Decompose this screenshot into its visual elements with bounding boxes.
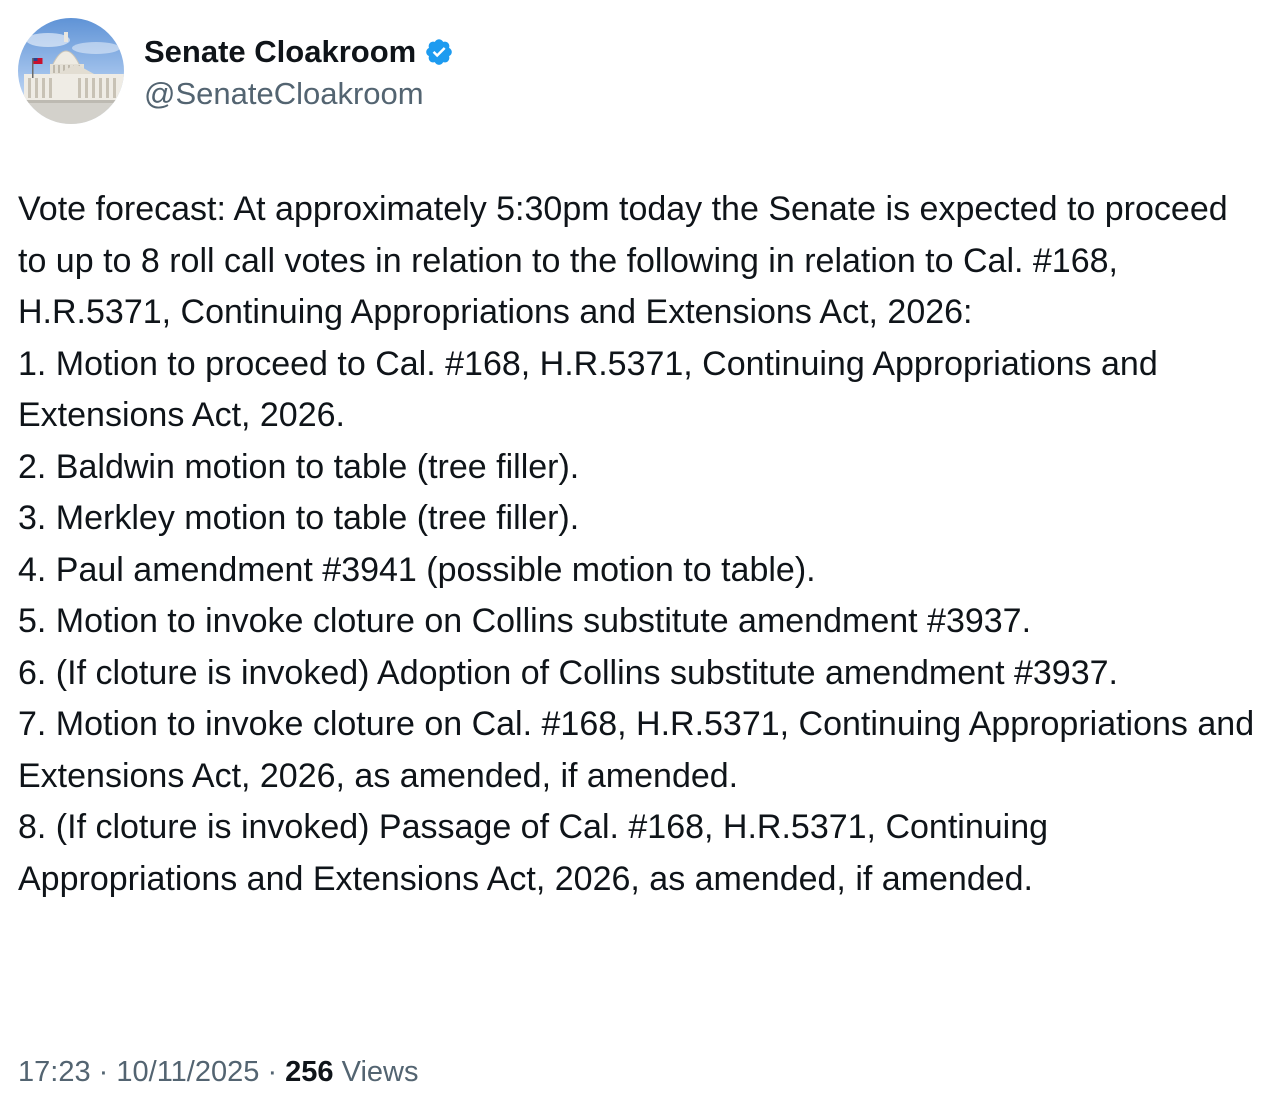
name-row bbox=[144, 30, 454, 74]
tweet-date[interactable]: 10/11/2025 bbox=[116, 1056, 260, 1088]
list-item: 7. Motion to invoke cloture on Cal. #168, H.R.5371, Continuing Appropriations and Extensions Act, 2026, as amended, if amended. bbox=[18, 705, 1255, 795]
list-item: 3. Merkley motion to table (tree filler). bbox=[18, 499, 580, 537]
meta-separator: · bbox=[267, 1056, 278, 1088]
author-handle[interactable]: @SenateCloakroom bbox=[144, 76, 424, 111]
capitol-building-avatar bbox=[18, 18, 124, 124]
tweet-header bbox=[18, 18, 454, 124]
author-avatar[interactable] bbox=[18, 18, 124, 124]
list-item: 6. (If cloture is invoked) Adoption of Collins substitute amendment #3937. bbox=[18, 653, 1118, 692]
tweet-text bbox=[18, 184, 1258, 905]
list-item: 8. (If cloture is invoked) Passage of Cal. #168, H.R.5371, Continuing Appropriations and Extensions Act, 2026, as amended, if amended. bbox=[18, 808, 1049, 898]
list-item: 2. Baldwin motion to table (tree filler). bbox=[18, 447, 580, 486]
verified-badge-icon[interactable] bbox=[424, 37, 454, 67]
author-identity bbox=[144, 30, 454, 112]
list-item: 1. Motion to proceed to Cal. #168, H.R.5371, Continuing Appropriations and Extensions Act, 2026. bbox=[18, 344, 1158, 434]
list-item: 4. Paul amendment #3941 (possible motion to table). bbox=[18, 550, 816, 589]
views-count[interactable]: 256 bbox=[285, 1056, 334, 1088]
tweet-intro: Vote forecast: At approximately 5:30pm today the Senate is expected to proceed to up to 8 roll call votes in relation to the following in relation to Cal. #168, H.R.5371, Continuing Appropriations and Extensions Act, 2026: bbox=[18, 190, 1228, 331]
meta-separator: · bbox=[98, 1056, 109, 1088]
views-label: Views bbox=[341, 1056, 419, 1088]
tweet-meta bbox=[18, 1056, 418, 1089]
list-item: 5. Motion to invoke cloture on Collins substitute amendment #3937. bbox=[18, 602, 1032, 640]
author-display-name[interactable]: Senate Cloakroom bbox=[144, 34, 417, 69]
tweet-time[interactable]: 17:23 bbox=[18, 1056, 91, 1088]
